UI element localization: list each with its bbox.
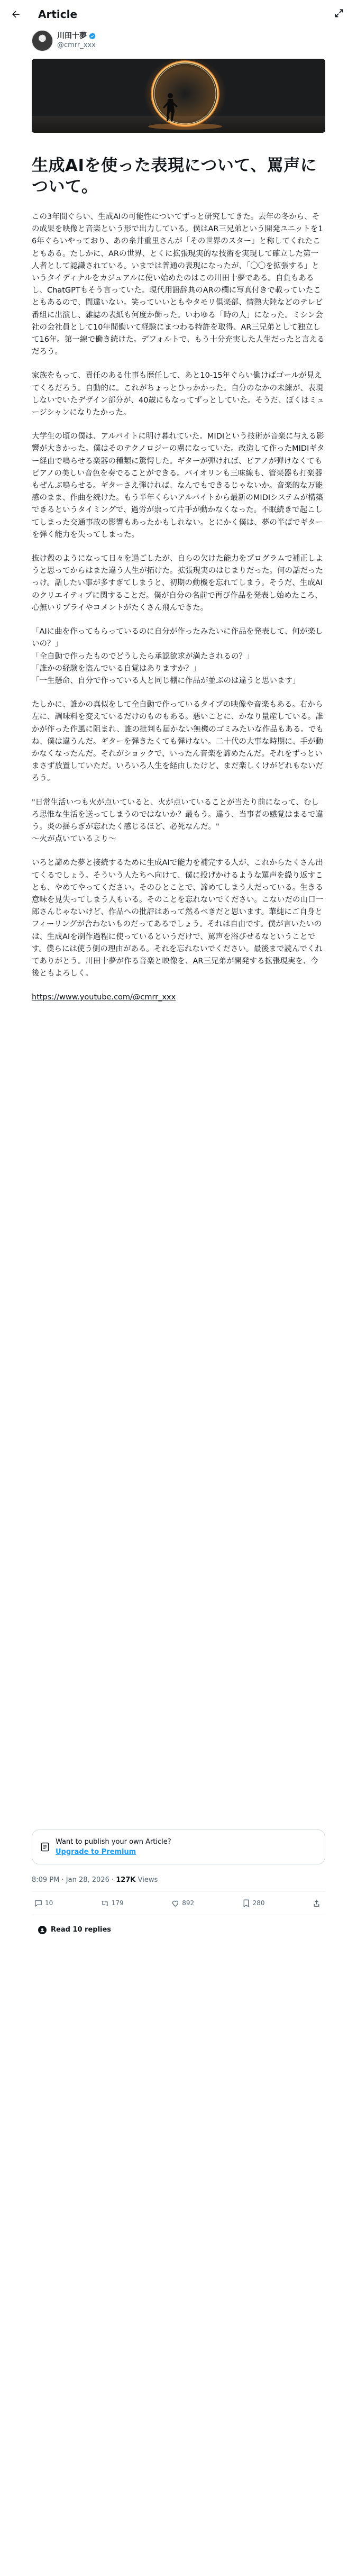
heart-icon (171, 1899, 180, 1908)
bookmark-icon (242, 1899, 251, 1908)
page-title: Article (38, 7, 78, 21)
hero-image (32, 59, 325, 133)
verified-badge-icon (88, 32, 96, 40)
read-replies-bar[interactable] (32, 1920, 325, 1940)
top-bar (0, 0, 357, 28)
bottom-spacer (0, 1940, 357, 1971)
replies-avatar-icon (38, 1926, 47, 1934)
share-icon (312, 1899, 321, 1908)
avatar[interactable] (32, 30, 53, 51)
article-paragraph: 抜け殻のようになって日々を過ごしたが、自らの欠けた能力をプログラムで補正しようと思ってからはまた違う人生が拓けた。拡張現実のはじまりだった。何の話だったっけ。話したい事が多すぎてしまうと、初期の動機を忘れてしまう。そうだ、生成AIのクリエイティブに関することだ。僕が自分の名前で再び作品を発表し始めたころ、心無いリプライやコメントがたくさん飛んできた。 (32, 554, 323, 612)
article-headline: 生成AIを使った表現について、罵声について。 (32, 156, 317, 196)
youtube-link[interactable]: https://www.youtube.com/@cmrr_xxx (32, 993, 176, 1002)
views-label: Views (135, 1876, 158, 1884)
upgrade-premium-link[interactable]: Upgrade to Premium (56, 1847, 136, 1856)
article-paragraph: 大学生の頃の僕は、アルバイトに明け暮れていた。MIDIという技術が音楽に与える影響が大きかった。僕はそのテクノロジーの虜になっていた。改造して作ったMIDIギター経由で鳴らせる楽器の種類に驚愕した。ギターが弾ければ、ピアノが弾けなくてもピアノの美しい音色を奏でることができる。バイオリンも三味線も、管楽器も打楽器もぜんぶ鳴らせる。ギターさえ弾ければ、なんでもできるじゃないか。音楽的な万能感のまま、作曲を続けた。もう半年くらいアルバイトから最新のMIDIシステムが構築できるというタイミングで、過労が祟って片手が動かなくなった。不眠続きで起こしてしまった交通事故の影響もあったかもしれない。とにかく僕は、夢の半ばでギターを弾く能力を失ってしまった。 (32, 432, 325, 539)
expand-icon[interactable] (334, 8, 345, 20)
action-bar (32, 1892, 325, 1915)
article-paragraph: たしかに、誰かの真似をして全自動で作っているタイプの映像や音楽もある。右から左に、調味料を変えているだけのものもある。悪いことに、かなり量産している。誰かが作った作風に阻まれ、誰の批判も届かない無機のゴミみたいな作品もある。でもね、僕は違うんだ。ギターを弾きたくても弾けない。二十代の大事な時期に、手が動かなくなったんだ。それがショックで、いったん音楽を諦めたんだ。それをずっといまさず放置していただ。いろいろ人生を経由したけど、まだ楽しくけがどれもないだろう。 (32, 700, 324, 783)
read-replies-label: Read 10 replies (51, 1926, 112, 1934)
article-paragraph: この3年間ぐらい、生成AIの可能性についてずっと研究してきた。去年の冬から、その成果を映像と音楽という形で出力している。僕はAR三兄弟という開発ユニットを16年ぐらいやっており、あの糸井重里さんが「その世界のスター」と称してくれたこともある。たしかに、ARの世界、とくに拡張現実的な技術を実現して確立した第一人者として認識されている。いまでは普通の表現になったが、「〇〇を拡張する」というタイディナルをカジュアルに使い始めたのはこの川田十夢である。自負もあるし、ChatGPTもそう言っていた。現代用語辞典のARの欄に写真付きで載っていたこともあるので、間違いない。笑っていいともやタモリ倶楽部、情熱大陸などのテレビ番組に出演し、雑誌の表紙も何度か飾った。いわゆる「時の人」になった。ミシン会社の会社員として10年間働いて経験にまつわる特許を取得、AR三兄弟として独立して16年。第一線で働き続けた。デフォルトで、もう十分充実した人生だったと言えるだろう。 (32, 213, 325, 357)
repost-count: 179 (111, 1899, 124, 1907)
repost-button[interactable] (100, 1899, 124, 1908)
article-quote: "日常生活いつも火が点いていると、火が点いていることが当たり前になって、むしろ思惟な生活を送ってしまうのではないか？最もう。違う、当事者の感覚はまるで違う。炎の揺らぎが忘れたく感じるほど、必死なんだ。" 〜火が点いているより〜 (32, 798, 323, 844)
post-timestamp[interactable]: 8:09 PM · Jan 28, 2026 · (32, 1876, 116, 1884)
post-meta (32, 1876, 325, 1892)
back-arrow-icon[interactable] (8, 7, 23, 22)
article-paragraph: 家族をもって、責任のある仕事も歴任して、あと10-15年ぐらい働けばゴールが見えてくるだろう。自動的に。これがちょっとひっかかった。自分のなかの未練が、表現しないでいたデザイン部分が、40歳にもなってずっとしていた。そうだ、ぼくはミュージシャンになりたかった。 (32, 371, 324, 417)
reply-button[interactable] (34, 1899, 53, 1908)
author-handle[interactable]: @cmrr_xxx (57, 41, 96, 49)
views-count: 127K (116, 1876, 136, 1884)
article-doc-icon (40, 1842, 50, 1852)
article-quote-list: 「AIに曲を作ってもらっているのに自分が作ったみたいに作品を発表して、何が楽しいの？」 「全自動で作ったものでどうしたら承認欲求が満たされるの？」 「誰かの経験を盗んでいる自覚はありますか？」 「一生懸命、自分で作っている人と同じ棚に作品が並ぶのは違うと思います」 (32, 627, 323, 685)
bookmark-count: 280 (252, 1899, 265, 1907)
reply-count: 10 (45, 1899, 53, 1907)
share-button[interactable] (312, 1899, 323, 1908)
bookmark-button[interactable] (242, 1899, 265, 1908)
like-count: 892 (182, 1899, 195, 1907)
reply-icon (34, 1899, 43, 1908)
repost-icon (100, 1899, 109, 1908)
author-name[interactable]: 川田十夢 (57, 32, 87, 40)
read-replies-button[interactable] (32, 1926, 117, 1934)
author-row[interactable] (0, 28, 357, 51)
article-paragraph: いろと諦めた夢と接続するために生成AIで能力を補完する人が、これからたくさん出てくるでしょう。そういう人たちへ向けて、僕に投げかけるような罵声を繰り返すことも、やめてやってください。そのひとことで、諦めてしまう人だっている。生きる意味を見失ってしまう人もいる。そのことを忘れないでください。こないだの山口一郎さんじゃないけど、作品への批評はあって然るべきだと思います。華純にご自身とフィーリングが合わないものだってあるでしょう。それは自由です。僕が言いたいのは、生成AIを制作過程に使っているというだけで、罵声を浴びせるなということです。僕らには使う側の理由がある。それを忘れないでください。最後まで読んでくれてありがとう。川田十夢が作る音楽と映像を、AR三兄弟が開発する拡張現実を、今後ともよろしく。 (32, 859, 323, 978)
premium-promo-card (32, 1829, 325, 1864)
article-body (32, 211, 325, 1004)
like-button[interactable] (171, 1899, 194, 1908)
promo-question: Want to publish your own Article? (56, 1837, 171, 1846)
